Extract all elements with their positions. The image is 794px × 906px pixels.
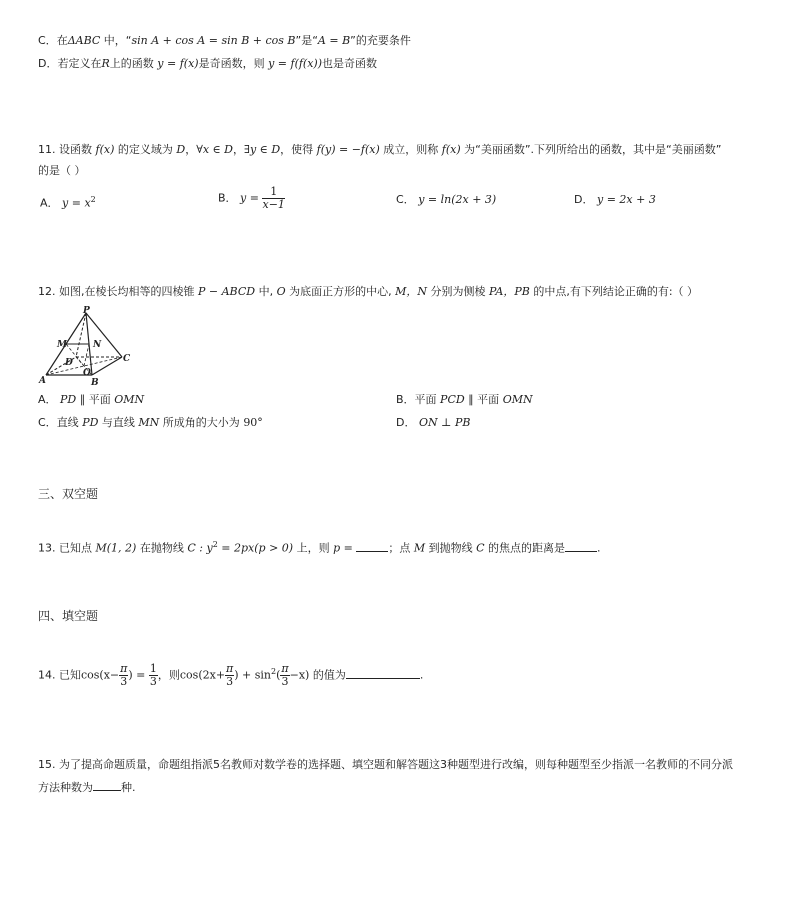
math: ( xyxy=(276,668,281,682)
denominator: x−1 xyxy=(262,198,285,211)
fraction-1-3 xyxy=(149,663,158,688)
option-label: B． xyxy=(396,393,415,406)
option-label: D． xyxy=(574,193,594,206)
math: ) + sin xyxy=(234,668,272,682)
option-label: A． xyxy=(38,393,57,406)
math: y = xyxy=(240,191,259,205)
text: 上的函数 xyxy=(109,57,158,70)
q11-stem-line2: 的是（ ） xyxy=(38,164,86,177)
answer-blank-2[interactable] xyxy=(565,541,597,552)
math: M(1, 2) xyxy=(95,541,137,555)
section-heading-4: 四、填空题 xyxy=(38,609,99,623)
text: 方法种数为 xyxy=(38,781,93,794)
math: D xyxy=(176,143,186,156)
numerator: π xyxy=(120,662,128,676)
text: 所成角的大小为 xyxy=(159,416,244,429)
math: y = 2x + 3 xyxy=(596,193,656,206)
text: 11. 设函数 xyxy=(38,143,96,156)
math: f(y) = −f(x) xyxy=(316,143,380,156)
text: 与直线 xyxy=(98,416,139,429)
text: 到抛物线 xyxy=(425,541,477,555)
math: ON ⊥ PB xyxy=(418,416,471,429)
text: = xyxy=(340,541,357,555)
q12-option-a xyxy=(38,392,144,408)
math: OMN xyxy=(114,393,145,406)
section-heading-3: 三、双空题 xyxy=(38,487,99,501)
math-function: y = f(x) xyxy=(157,57,199,70)
math-condition: A = B xyxy=(317,34,351,47)
option-label: A． xyxy=(40,196,59,210)
math: PD xyxy=(60,393,77,406)
q12-option-b xyxy=(396,392,533,408)
text: ”的充要条件 xyxy=(350,34,411,47)
denominator: 3 xyxy=(120,675,128,689)
text: 是奇函数，则 xyxy=(198,57,269,70)
label-o: O xyxy=(83,368,91,378)
edge-pd xyxy=(76,313,86,357)
answer-blank-1[interactable] xyxy=(356,541,388,552)
text: ， xyxy=(185,143,197,156)
denominator: 3 xyxy=(281,675,289,689)
math: cos(x− xyxy=(81,668,120,682)
math-superscript: 2 xyxy=(212,540,218,549)
math: ∃y ∈ D xyxy=(244,143,281,156)
math-function: y = f(f(x)) xyxy=(268,57,323,70)
math: f(x) xyxy=(95,143,115,156)
text: 成立，则称 xyxy=(379,143,442,156)
q13-stem xyxy=(38,537,601,557)
label-d: D xyxy=(65,358,73,368)
fraction-pi-3 xyxy=(119,663,128,688)
math-superscript: 2 xyxy=(271,667,277,676)
math: p xyxy=(333,541,341,555)
option-label: D． xyxy=(396,416,416,429)
q14-stem xyxy=(38,660,423,688)
q12-stem xyxy=(38,284,698,300)
text: ， xyxy=(233,143,244,156)
q11-option-b xyxy=(218,186,285,211)
text: 若定义在 xyxy=(57,57,102,70)
q10-option-d xyxy=(38,56,377,72)
q11-option-d xyxy=(574,192,656,208)
math: MN xyxy=(138,416,160,429)
edge-pc xyxy=(86,313,122,357)
option-label: C． xyxy=(38,416,57,429)
fraction-pi-3 xyxy=(280,663,289,688)
text: 的值为 xyxy=(309,668,346,682)
edge-bc xyxy=(92,357,122,375)
math: PA，PB xyxy=(489,285,530,298)
text: 种. xyxy=(121,781,136,794)
answer-blank[interactable] xyxy=(346,668,420,679)
math: −x) xyxy=(289,668,310,682)
numerator: 1 xyxy=(149,662,157,676)
text: ，则 xyxy=(157,668,180,682)
math-expression: sin A + cos A = sin B + cos B xyxy=(131,34,296,47)
numerator: 1 xyxy=(262,186,284,199)
text: 直线 xyxy=(56,416,83,429)
math: PCD xyxy=(440,393,465,406)
math: ) = xyxy=(128,668,149,682)
answer-blank[interactable] xyxy=(93,780,121,791)
text: 中, xyxy=(255,285,277,298)
option-label: D． xyxy=(38,57,58,70)
label-p: P xyxy=(83,306,90,316)
q15-stem-line2 xyxy=(38,780,136,796)
text: 上，则 xyxy=(293,541,334,555)
math-r: R xyxy=(101,57,110,70)
math: f(x) xyxy=(441,143,461,156)
math: M，N xyxy=(395,285,427,298)
text: ∥ 平面 xyxy=(76,393,115,406)
text: 分别为侧棱 xyxy=(427,285,489,298)
math: C : y xyxy=(187,541,213,555)
math: P − ABCD xyxy=(197,285,256,298)
math: ∀x ∈ D xyxy=(196,143,233,156)
text: 中，“ xyxy=(100,34,132,47)
text: 也是奇函数 xyxy=(322,57,378,70)
math: y = ln(2x + 3) xyxy=(418,193,497,206)
label-b: B xyxy=(91,378,99,387)
text: 平面 xyxy=(414,393,441,406)
label-n: N xyxy=(93,340,102,350)
q12-option-d xyxy=(396,415,470,431)
math: O xyxy=(276,285,286,298)
fraction xyxy=(262,186,284,211)
text: ”是“ xyxy=(295,34,318,47)
math: = 2px(p > 0) xyxy=(217,541,294,555)
denominator: 3 xyxy=(149,675,157,689)
text: ∥ 平面 xyxy=(464,393,503,406)
text: . xyxy=(597,541,601,555)
label-a: A xyxy=(39,376,46,386)
text: . xyxy=(419,668,424,682)
denominator: 3 xyxy=(226,675,234,689)
text: 的焦点的距离是 xyxy=(484,541,566,555)
math: C xyxy=(476,541,485,555)
segment-on xyxy=(84,344,89,366)
text: 的中点,有下列结论正确的有:（ ） xyxy=(529,285,699,298)
text: 在 xyxy=(56,34,68,47)
label-c: C xyxy=(123,354,131,364)
math: M xyxy=(413,541,426,555)
math-triangle: ΔABC xyxy=(67,34,101,47)
q15-stem-line1: 15. 为了提高命题质量，命题组指派5名教师对数学卷的选择题、填空题和解答题这3种题型进行改编，则每种题型至少指派一名教师的不同分派 xyxy=(38,758,733,771)
numerator: π xyxy=(226,662,234,676)
math: OMN xyxy=(502,393,533,406)
text: ；点 xyxy=(388,541,414,555)
numerator: π xyxy=(281,662,289,676)
text: 为“美丽函数”.下列所给出的函数，其中是“美丽函数” xyxy=(460,143,722,156)
label-m: M xyxy=(57,340,67,350)
q12-option-c xyxy=(38,415,263,431)
q10-option-c xyxy=(38,33,411,49)
q11-option-c xyxy=(396,192,496,208)
text: 的定义域为 xyxy=(114,143,177,156)
math: PD xyxy=(82,416,99,429)
text: 为底面正方形的中心, xyxy=(285,285,396,298)
pyramid-figure xyxy=(36,305,136,387)
option-label: C． xyxy=(38,34,57,47)
option-label: B． xyxy=(218,191,237,205)
text: 12. 如图,在棱长均相等的四棱锥 xyxy=(38,285,198,298)
fraction-pi-3 xyxy=(225,663,234,688)
option-label: C． xyxy=(396,193,415,206)
q11-stem-line1 xyxy=(38,142,721,158)
text: 在抛物线 xyxy=(136,541,188,555)
text: 14. 已知 xyxy=(38,668,81,682)
text: 13. 已知点 xyxy=(38,541,96,555)
math-superscript: 2 xyxy=(90,195,96,204)
math: 90° xyxy=(243,416,263,429)
math: y = x xyxy=(62,196,91,210)
text: ，使得 xyxy=(280,143,317,156)
q11-option-a xyxy=(40,192,96,212)
math: cos(2x+ xyxy=(179,668,226,682)
